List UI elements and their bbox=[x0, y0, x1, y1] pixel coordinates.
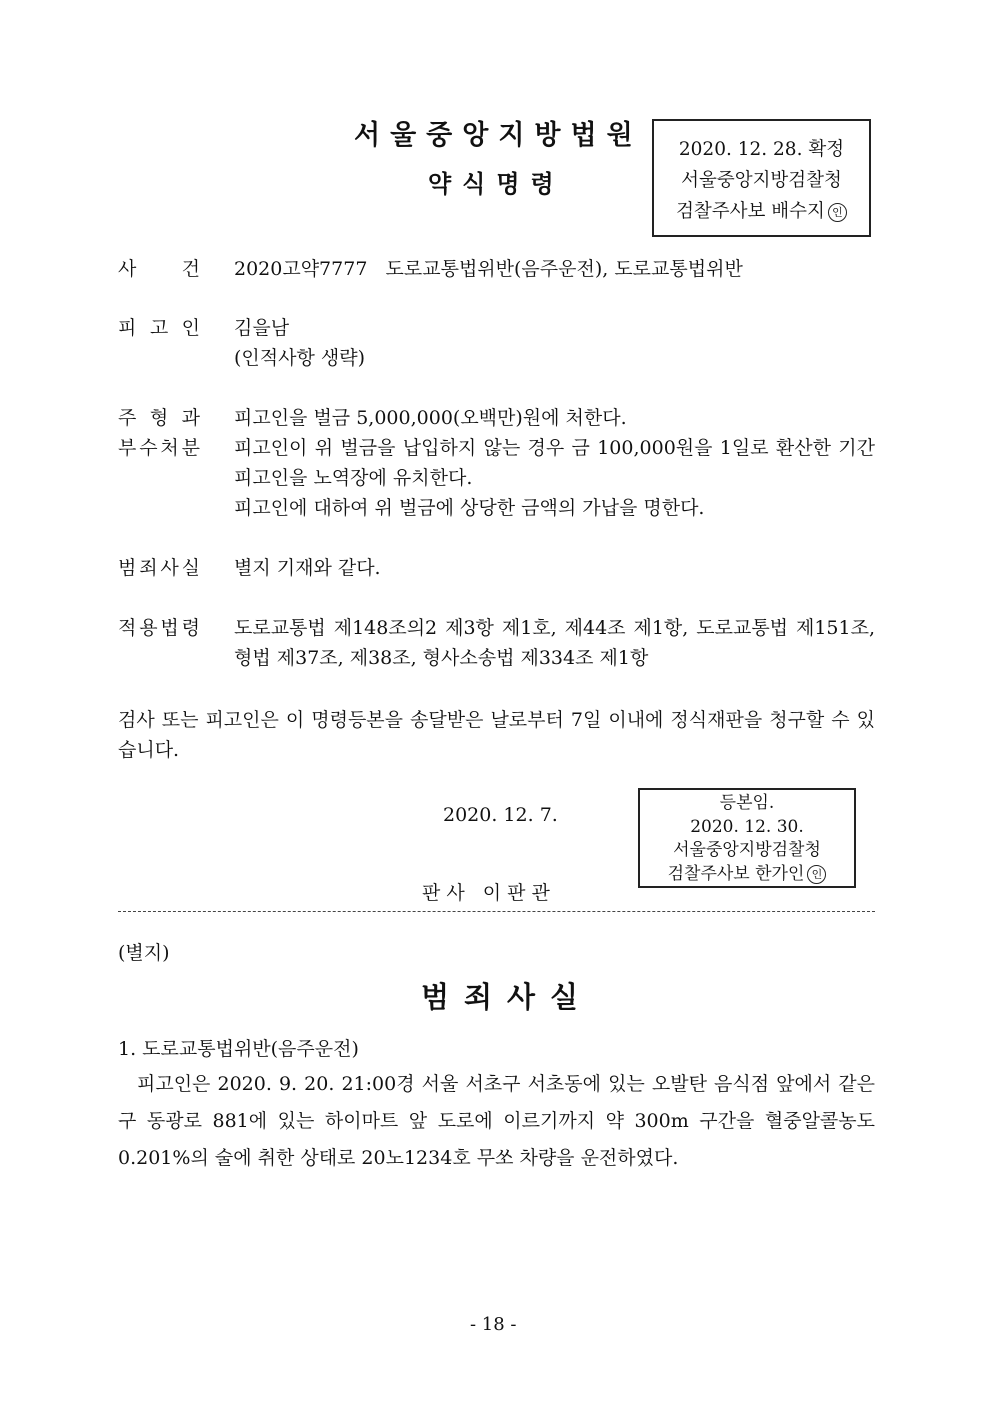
crime-item-body: 피고인은 2020. 9. 20. 21:00경 서울 서초구 서초동에 있는 오발탄 음식점 앞에서 같은 구 동광로 881에 있는 하이마트 앞 도로에 이르기까지 약 300m 구간을 혈중알콜농도 0.201%의 술에 취한 상태로 20노1234호 무쏘 차량을 운전하였다. bbox=[118, 1073, 875, 1169]
certified-copy-officer bbox=[640, 863, 854, 887]
document-type-title: 약식명령 bbox=[428, 169, 565, 198]
law-label: 적 용 법 령 bbox=[118, 617, 200, 639]
certified-copy-date: 2020. 12. 30. bbox=[690, 816, 804, 837]
confirmation-officer bbox=[654, 196, 869, 227]
sentence-value: 피고인을 벌금 5,000,000(오백만)원에 처한다. bbox=[234, 407, 627, 429]
certified-copy-officer-name: 검찰주사보 한가인 bbox=[667, 863, 805, 884]
confirmation-officer-name: 검찰주사보 배수지 bbox=[676, 201, 825, 222]
seal-icon: 인 bbox=[828, 203, 847, 222]
confirmation-stamp bbox=[652, 119, 871, 237]
certified-copy-office: 서울중앙지방검찰청 bbox=[673, 840, 821, 860]
defendant-name: 김을남 bbox=[234, 317, 290, 339]
sentence-label: 주 형 과 bbox=[118, 407, 200, 429]
law-value: 도로교통법 제148조의2 제3항 제1호, 제44조 제1항, 도로교통법 제151조, 형법 제37조, 제38조, 형사소송법 제334조 제1항 bbox=[234, 617, 875, 669]
defendant-note: (인적사항 생략) bbox=[234, 347, 365, 369]
attachment-label: (별지) bbox=[118, 942, 170, 964]
confirmation-date: 2020. 12. 28. 확정 bbox=[678, 139, 845, 160]
facts-label: 범 죄 사 실 bbox=[118, 557, 200, 579]
sentence-row bbox=[118, 403, 875, 433]
defendant-label: 피 고 인 bbox=[118, 317, 200, 339]
judge-name: 판사 이판관 bbox=[422, 882, 556, 904]
disposition-row bbox=[118, 433, 875, 523]
appeal-notice: 검사 또는 피고인은 이 명령등본을 송달받은 날로부터 7일 이내에 정식재판을 청구할 수 있습니다. bbox=[118, 709, 875, 761]
disposition-value: 피고인이 위 벌금을 납입하지 않는 경우 금 100,000원을 1일로 환산한 기간 피고인을 노역장에 유치한다. bbox=[234, 437, 875, 489]
certified-copy-stamp bbox=[638, 788, 856, 888]
confirmation-office: 서울중앙지방검찰청 bbox=[681, 170, 842, 191]
issue-date: 2020. 12. 7. bbox=[443, 804, 558, 826]
section-divider bbox=[118, 911, 875, 912]
crime-item-heading: 1. 도로교통법위반(음주운전) bbox=[118, 1038, 359, 1060]
seal-icon: 인 bbox=[807, 865, 826, 884]
case-row bbox=[118, 254, 875, 284]
case-value: 2020고약7777 도로교통법위반(음주운전), 도로교통법위반 bbox=[234, 258, 743, 280]
facts-value: 별지 기재와 같다. bbox=[234, 557, 381, 579]
defendant-row bbox=[118, 313, 875, 373]
court-name: 서울중앙지방법원 bbox=[354, 120, 643, 151]
facts-row bbox=[118, 553, 875, 583]
attachment-title: 범죄사실 bbox=[421, 980, 594, 1014]
disposition-value-2: 피고인에 대하여 위 벌금에 상당한 금액의 가납을 명한다. bbox=[234, 497, 705, 519]
case-label: 사 건 bbox=[118, 258, 200, 280]
disposition-label: 부 수 처 분 bbox=[118, 437, 200, 459]
page-number: - 18 - bbox=[470, 1314, 517, 1335]
certified-copy-label: 등본임. bbox=[719, 793, 775, 813]
law-row bbox=[118, 613, 875, 673]
